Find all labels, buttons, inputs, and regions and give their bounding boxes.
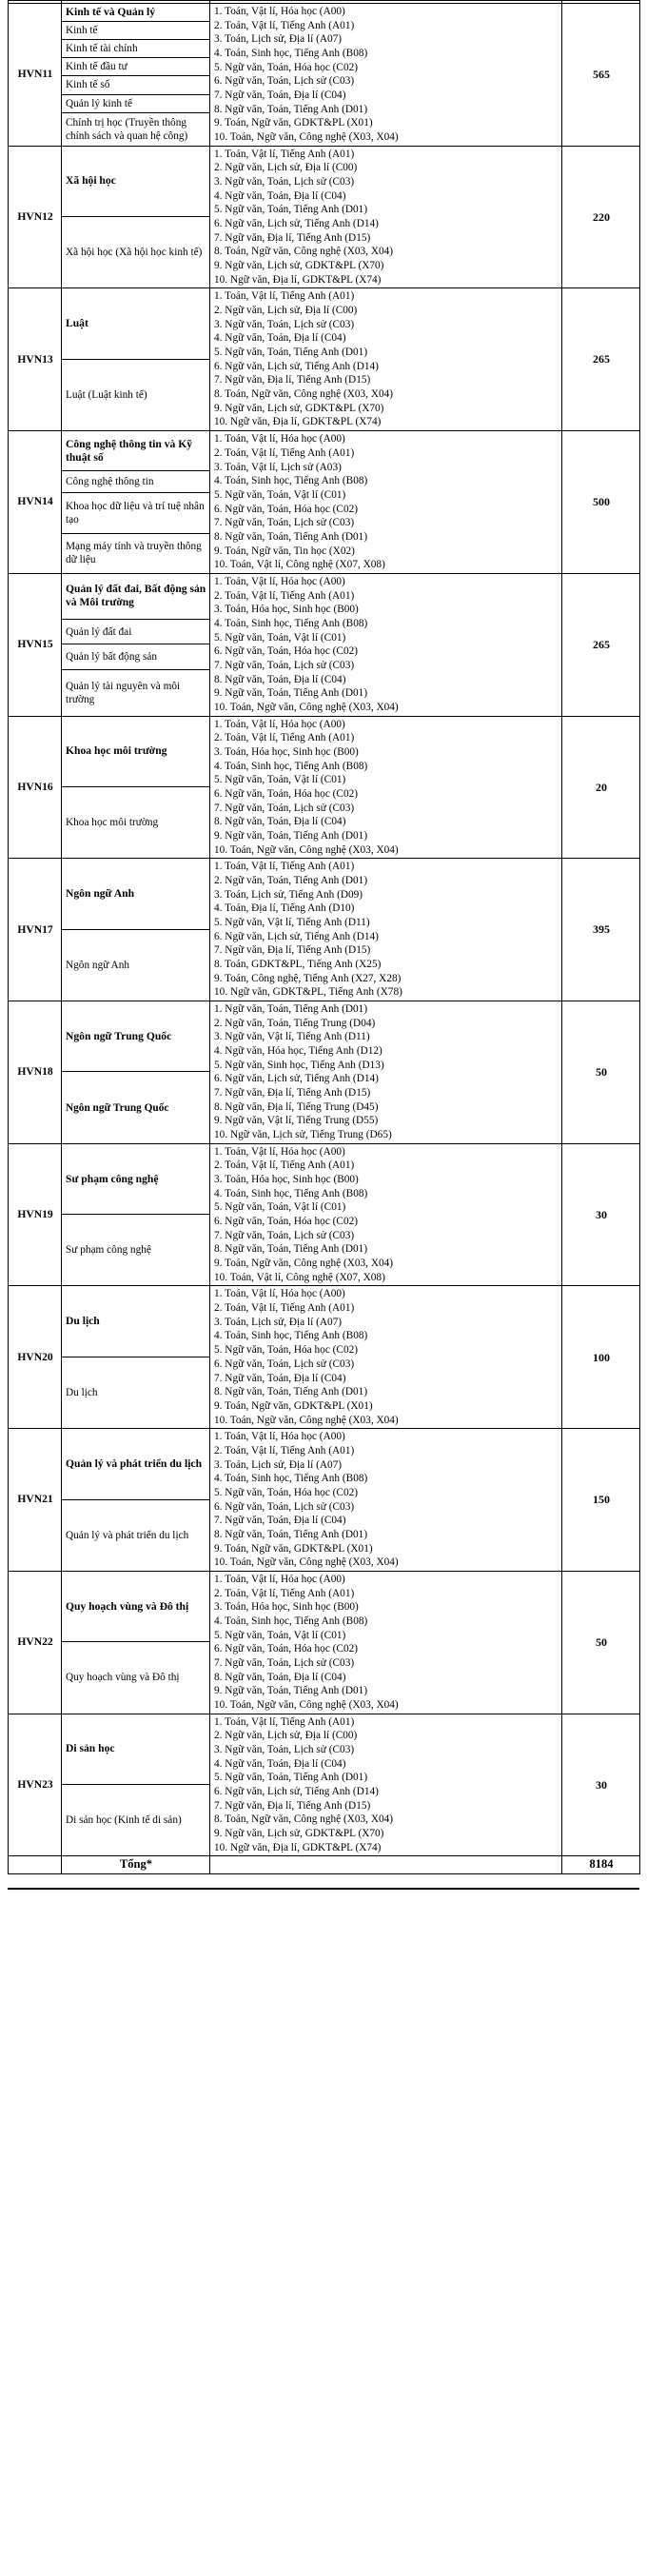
subject-combination-line: 4. Toán, Địa lí, Tiếng Anh (D10) [214, 902, 355, 915]
subject-combinations-cell [210, 859, 562, 1001]
major-name-cell: Luật (Luật kinh tế) [62, 359, 210, 430]
subject-combinations-cell [210, 1714, 562, 1856]
table-row [9, 859, 640, 929]
subject-combination-line: 9. Ngữ văn, Toán, Tiếng Anh (D01) [214, 829, 368, 842]
major-name-cell: Quản lý tài nguyên và môi trường [62, 670, 210, 717]
subject-combination-line: 9. Toán, Ngữ văn, GDKT&PL (X01) [214, 117, 373, 129]
subject-combination-line: 2. Toán, Vật lí, Tiếng Anh (A01) [214, 446, 355, 459]
subject-combination-line: 6. Ngữ văn, Toán, Lịch sử (C03) [214, 1357, 355, 1370]
subject-combination-line: 10. Toán, Ngữ văn, Công nghệ (X03, X04) [214, 701, 399, 713]
subject-combination-line: 5. Ngữ văn, Toán, Vật lí (C01) [214, 774, 346, 786]
subject-combination-line: 9. Toán, Ngữ văn, Tin học (X02) [214, 545, 355, 557]
subject-combination-line: 6. Ngữ văn, Lịch sử, Tiếng Anh (D14) [214, 930, 379, 942]
subject-combination-line: 3. Toán, Hóa học, Sinh học (B00) [214, 745, 359, 758]
subject-combination-line: 4. Ngữ văn, Hóa học, Tiếng Anh (D12) [214, 1045, 382, 1058]
quota-cell: 565 [562, 4, 640, 147]
table-row [9, 573, 640, 619]
program-code-cell: HVN19 [9, 1143, 62, 1286]
major-name-cell: Xã hội học (Xã hội học kinh tế) [62, 217, 210, 288]
program-code-cell: HVN11 [9, 4, 62, 147]
major-name-cell: Quản lý và phát triển du lịch [62, 1499, 210, 1571]
subject-combination-line: 7. Ngữ văn, Địa lí, Tiếng Anh (D15) [214, 1799, 371, 1812]
major-name-cell: Quản lý kinh tế [62, 94, 210, 112]
quota-cell: 30 [562, 1714, 640, 1856]
subject-combination-line: 8. Ngữ văn, Toán, Tiếng Anh (D01) [214, 530, 368, 543]
subject-combination-line: 1. Toán, Vật lí, Hóa học (A00) [214, 433, 345, 446]
subject-combination-line: 5. Ngữ văn, Toán, Vật lí (C01) [214, 488, 346, 501]
program-group-name-cell: Di sản học [62, 1714, 210, 1784]
subject-combination-line: 2. Toán, Vật lí, Tiếng Anh (A01) [214, 1444, 355, 1456]
admissions-table-body [9, 1, 640, 1874]
subject-combination-line: 4. Ngữ văn, Toán, Địa lí (C04) [214, 189, 346, 202]
subject-combination-line: 4. Toán, Sinh học, Tiếng Anh (B08) [214, 1187, 368, 1199]
subject-combination-line: 2. Toán, Vật lí, Tiếng Anh (A01) [214, 1587, 355, 1599]
subject-combination-line: 8. Toán, GDKT&PL, Tiếng Anh (X25) [214, 959, 382, 971]
major-name-cell: Sư phạm công nghệ [62, 1215, 210, 1286]
table-row [9, 1286, 640, 1357]
subject-combination-line: 4. Ngữ văn, Toán, Địa lí (C04) [214, 1757, 346, 1770]
subject-combination-line: 8. Ngữ văn, Địa lí, Tiếng Trung (D45) [214, 1100, 379, 1113]
subject-combination-line: 6. Ngữ văn, Toán, Hóa học (C02) [214, 645, 359, 658]
program-group-name-cell: Xã hội học [62, 146, 210, 216]
subject-combination-line: 9. Toán, Ngữ văn, GDKT&PL (X01) [214, 1542, 373, 1555]
subject-combination-line: 5. Ngữ văn, Toán, Vật lí (C01) [214, 1629, 346, 1641]
subject-combination-line: 1. Toán, Vật lí, Tiếng Anh (A01) [214, 861, 355, 873]
subject-combination-line: 1. Toán, Vật lí, Hóa học (A00) [214, 718, 345, 730]
subject-combinations-cell [210, 288, 562, 431]
subject-combination-line: 1. Toán, Vật lí, Hóa học (A00) [214, 1573, 345, 1585]
subject-combination-line: 4. Toán, Sinh học, Tiếng Anh (B08) [214, 1330, 368, 1342]
program-code-cell: HVN23 [9, 1714, 62, 1856]
subject-combination-line: 8. Ngữ văn, Toán, Tiếng Anh (D01) [214, 1243, 368, 1256]
subject-combination-line: 5. Ngữ văn, Toán, Hóa học (C02) [214, 1344, 359, 1357]
subject-combination-line: 9. Ngữ văn, Lịch sử, GDKT&PL (X70) [214, 402, 384, 414]
subject-combination-line: 8. Ngữ văn, Toán, Tiếng Anh (D01) [214, 1528, 368, 1540]
subject-combinations-cell [210, 1571, 562, 1714]
subject-combination-line: 8. Ngữ văn, Toán, Địa lí (C04) [214, 673, 346, 685]
subject-combination-line: 10. Toán, Ngữ văn, Công nghệ (X03, X04) [214, 1556, 399, 1569]
subject-combination-line: 3. Toán, Hóa học, Sinh học (B00) [214, 1174, 359, 1186]
program-group-name-cell: Quản lý và phát triển du lịch [62, 1429, 210, 1499]
subject-combinations-cell [210, 573, 562, 716]
subject-combination-line: 3. Ngữ văn, Toán, Lịch sử (C03) [214, 1743, 355, 1755]
program-group-name-cell: Ngôn ngữ Trung Quốc [62, 1001, 210, 1072]
subject-combination-line: 10. Toán, Ngữ văn, Công nghệ (X03, X04) [214, 843, 399, 856]
subject-combination-line: 5. Ngữ văn, Toán, Vật lí (C01) [214, 631, 346, 644]
subject-combination-line: 8. Toán, Ngữ văn, Công nghệ (X03, X04) [214, 1813, 394, 1826]
subject-combination-line: 2. Toán, Vật lí, Tiếng Anh (A01) [214, 19, 355, 31]
subject-combination-line: 9. Ngữ văn, Lịch sử, GDKT&PL (X70) [214, 1828, 384, 1839]
subject-combination-line: 3. Ngữ văn, Vật lí, Tiếng Anh (D11) [214, 1031, 370, 1043]
subject-combination-line: 10. Ngữ văn, Địa lí, GDKT&PL (X74) [214, 416, 382, 428]
program-group-name-cell: Quy hoạch vùng và Đô thị [62, 1571, 210, 1641]
program-code-cell: HVN20 [9, 1286, 62, 1429]
subject-combination-line: 7. Ngữ văn, Địa lí, Tiếng Anh (D15) [214, 944, 371, 957]
subject-combination-line: 5. Ngữ văn, Toán, Tiếng Anh (D01) [214, 347, 368, 359]
major-name-cell: Du lịch [62, 1357, 210, 1428]
subject-combination-line: 7. Ngữ văn, Toán, Lịch sử (C03) [214, 802, 355, 814]
subject-combination-line: 3. Toán, Lịch sử, Địa lí (A07) [214, 33, 343, 46]
subject-combination-line: 3. Ngữ văn, Toán, Lịch sử (C03) [214, 318, 355, 330]
total-label-cell: Tổng* [62, 1856, 210, 1873]
subject-combination-line: 5. Ngữ văn, Vật lí, Tiếng Anh (D11) [214, 917, 370, 928]
subject-combination-line: 1. Toán, Vật lí, Hóa học (A00) [214, 6, 345, 17]
admissions-table [8, 0, 640, 1874]
subject-combination-line: 2. Ngữ văn, Lịch sử, Địa lí (C00) [214, 162, 358, 174]
subject-combinations-cell [210, 1001, 562, 1144]
subject-combination-line: 10. Toán, Ngữ văn, Công nghệ (X03, X04) [214, 1414, 399, 1426]
subject-combination-line: 1. Toán, Vật lí, Hóa học (A00) [214, 1431, 345, 1443]
subject-combination-line: 5. Ngữ văn, Sinh học, Tiếng Anh (D13) [214, 1059, 384, 1071]
subject-combination-line: 10. Ngữ văn, Địa lí, GDKT&PL (X74) [214, 1841, 382, 1853]
subject-combination-line: 3. Toán, Lịch sử, Địa lí (A07) [214, 1316, 343, 1328]
major-name-cell: Quy hoạch vùng và Đô thị [62, 1642, 210, 1714]
subject-combinations-cell [210, 716, 562, 859]
subject-combination-line: 3. Toán, Vật lí, Lịch sử (A03) [214, 461, 342, 473]
subject-combination-line: 10. Toán, Vật lí, Công nghệ (X07, X08) [214, 559, 385, 571]
subject-combination-line: 1. Toán, Vật lí, Hóa học (A00) [214, 1288, 345, 1300]
major-name-cell: Quản lý bất động sản [62, 644, 210, 670]
subject-combination-line: 9. Toán, Ngữ văn, GDKT&PL (X01) [214, 1399, 373, 1412]
subject-combination-line: 7. Ngữ văn, Địa lí, Tiếng Anh (D15) [214, 374, 371, 386]
subject-combination-line: 6. Ngữ văn, Lịch sử, Tiếng Anh (D14) [214, 360, 379, 372]
subject-combination-line: 6. Ngữ văn, Lịch sử, Tiếng Anh (D14) [214, 1785, 379, 1797]
subject-combination-line: 10. Toán, Vật lí, Công nghệ (X07, X08) [214, 1271, 385, 1283]
subject-combinations-cell [210, 1143, 562, 1286]
subject-combinations-cell [210, 431, 562, 574]
table-row [9, 1714, 640, 1784]
subject-combination-line: 3. Ngữ văn, Toán, Lịch sử (C03) [214, 176, 355, 188]
program-group-name-cell: Ngôn ngữ Anh [62, 859, 210, 929]
subject-combination-line: 6. Ngữ văn, Toán, Hóa học (C02) [214, 787, 359, 800]
quota-cell: 30 [562, 1143, 640, 1286]
subject-combination-line: 7. Ngữ văn, Toán, Địa lí (C04) [214, 1515, 346, 1527]
subject-combination-line: 9. Ngữ văn, Lịch sử, GDKT&PL (X70) [214, 260, 384, 272]
major-name-cell: Ngôn ngữ Trung Quốc [62, 1072, 210, 1143]
major-name-cell: Chính trị học (Truyền thông chính sách và quan hệ công) [62, 112, 210, 146]
major-name-cell: Quản lý đất đai [62, 619, 210, 644]
subject-combination-line: 7. Ngữ văn, Toán, Lịch sử (C03) [214, 1656, 355, 1669]
subject-combination-line: 6. Ngữ văn, Toán, Lịch sử (C03) [214, 75, 355, 88]
major-name-cell: Kinh tế đầu tư [62, 58, 210, 76]
subject-combination-line: 2. Ngữ văn, Toán, Tiếng Trung (D04) [214, 1017, 376, 1029]
subject-combination-line: 5. Ngữ văn, Toán, Tiếng Anh (D01) [214, 204, 368, 216]
subject-combination-line: 6. Ngữ văn, Toán, Hóa học (C02) [214, 1216, 359, 1228]
quota-cell: 50 [562, 1001, 640, 1144]
subject-combination-line: 5. Ngữ văn, Toán, Vật lí (C01) [214, 1201, 346, 1214]
subject-combination-line: 4. Toán, Sinh học, Tiếng Anh (B08) [214, 1615, 368, 1627]
quota-cell: 500 [562, 431, 640, 574]
table-row [9, 716, 640, 786]
quota-cell: 395 [562, 859, 640, 1001]
total-row [9, 1856, 640, 1873]
program-group-name-cell: Du lịch [62, 1286, 210, 1357]
program-code-cell: HVN22 [9, 1571, 62, 1714]
subject-combination-line: 4. Toán, Sinh học, Tiếng Anh (B08) [214, 475, 368, 487]
table-row [9, 431, 640, 471]
subject-combination-line: 2. Toán, Vật lí, Tiếng Anh (A01) [214, 1302, 355, 1315]
program-group-name-cell: Luật [62, 288, 210, 359]
subject-combination-line: 1. Toán, Vật lí, Hóa học (A00) [214, 1145, 345, 1158]
subject-combinations-cell [210, 1286, 562, 1429]
major-name-cell: Mạng máy tính và truyền thông dữ liệu [62, 533, 210, 573]
major-name-cell: Kinh tế [62, 21, 210, 39]
subject-combinations-cell [210, 1429, 562, 1572]
subject-combination-line: 6. Ngữ văn, Lịch sử, Tiếng Anh (D14) [214, 218, 379, 230]
quota-cell: 265 [562, 573, 640, 716]
subject-combination-line: 8. Ngữ văn, Toán, Địa lí (C04) [214, 816, 346, 828]
program-code-cell: HVN16 [9, 716, 62, 859]
program-group-name-cell: Công nghệ thông tin và Kỹ thuật số [62, 431, 210, 471]
subject-combination-line: 3. Toán, Lịch sử, Địa lí (A07) [214, 1458, 343, 1471]
program-code-cell: HVN15 [9, 573, 62, 716]
subject-combinations-cell [210, 146, 562, 288]
major-name-cell: Khoa học môi trường [62, 787, 210, 859]
subject-combination-line: 9. Toán, Ngữ văn, Công nghệ (X03, X04) [214, 1258, 394, 1270]
quota-cell: 220 [562, 146, 640, 288]
subject-combination-line: 1. Toán, Vật lí, Tiếng Anh (A01) [214, 290, 355, 303]
quota-cell: 100 [562, 1286, 640, 1429]
subject-combination-line: 9. Ngữ văn, Toán, Tiếng Anh (D01) [214, 687, 368, 700]
table-row [9, 1143, 640, 1214]
subject-combination-line: 8. Toán, Ngữ văn, Công nghệ (X03, X04) [214, 388, 394, 401]
subject-combination-line: 1. Toán, Vật lí, Tiếng Anh (A01) [214, 148, 355, 160]
subject-combinations-cell [210, 4, 562, 147]
subject-combination-line: 9. Ngữ văn, Toán, Tiếng Anh (D01) [214, 1685, 368, 1697]
subject-combination-line: 10. Ngữ văn, GDKT&PL, Tiếng Anh (X78) [214, 986, 402, 999]
program-code-cell: HVN12 [9, 146, 62, 288]
subject-combination-line: 2. Toán, Vật lí, Tiếng Anh (A01) [214, 732, 355, 744]
quota-cell: 50 [562, 1571, 640, 1714]
subject-combination-line: 7. Ngữ văn, Toán, Địa lí (C04) [214, 1372, 346, 1384]
subject-combination-line: 6. Ngữ văn, Toán, Hóa học (C02) [214, 503, 359, 515]
quota-cell: 265 [562, 288, 640, 431]
subject-combination-line: 5. Ngữ văn, Toán, Hóa học (C02) [214, 61, 359, 73]
total-row-code-cell [9, 1856, 62, 1873]
subject-combination-line: 8. Ngữ văn, Toán, Địa lí (C04) [214, 1671, 346, 1683]
subject-combination-line: 10. Ngữ văn, Địa lí, GDKT&PL (X74) [214, 273, 382, 286]
subject-combination-line: 1. Ngữ văn, Toán, Tiếng Anh (D01) [214, 1003, 368, 1016]
major-name-cell: Khoa học dữ liệu và trí tuệ nhân tạo [62, 493, 210, 533]
subject-combination-line: 2. Toán, Vật lí, Tiếng Anh (A01) [214, 589, 355, 602]
subject-combination-line: 2. Ngữ văn, Toán, Tiếng Anh (D01) [214, 874, 368, 886]
subject-combination-line: 5. Ngữ văn, Toán, Hóa học (C02) [214, 1486, 359, 1498]
total-row-combinations-cell [210, 1856, 562, 1873]
subject-combination-line: 7. Ngữ văn, Toán, Lịch sử (C03) [214, 517, 355, 529]
subject-combination-line: 4. Ngữ văn, Toán, Địa lí (C04) [214, 332, 346, 345]
major-name-cell: Kinh tế số [62, 76, 210, 94]
subject-combination-line: 9. Toán, Công nghệ, Tiếng Anh (X27, X28) [214, 972, 402, 984]
quota-cell: 20 [562, 716, 640, 859]
program-code-cell: HVN13 [9, 288, 62, 431]
subject-combination-line: 4. Toán, Sinh học, Tiếng Anh (B08) [214, 617, 368, 629]
table-row [9, 288, 640, 359]
subject-combination-line: 7. Ngữ văn, Toán, Lịch sử (C03) [214, 1229, 355, 1241]
subject-combination-line: 7. Ngữ văn, Toán, Địa lí (C04) [214, 89, 346, 102]
subject-combination-line: 1. Toán, Vật lí, Hóa học (A00) [214, 575, 345, 587]
subject-combination-line: 7. Ngữ văn, Toán, Lịch sử (C03) [214, 659, 355, 671]
subject-combination-line: 3. Toán, Hóa học, Sinh học (B00) [214, 604, 359, 616]
subject-combination-line: 8. Toán, Ngữ văn, Công nghệ (X03, X04) [214, 246, 394, 258]
total-value-cell: 8184 [562, 1856, 640, 1873]
table-row [9, 4, 640, 22]
subject-combination-line: 10. Ngữ văn, Lịch sử, Tiếng Trung (D65) [214, 1129, 392, 1141]
program-group-name-cell: Sư phạm công nghệ [62, 1143, 210, 1214]
subject-combination-line: 10. Toán, Ngữ văn, Công nghệ (X03, X04) [214, 131, 399, 144]
subject-combination-line: 8. Ngữ văn, Toán, Tiếng Anh (D01) [214, 1386, 368, 1398]
program-code-cell: HVN14 [9, 431, 62, 574]
subject-combination-line: 6. Ngữ văn, Toán, Lịch sử (C03) [214, 1500, 355, 1513]
table-row [9, 146, 640, 216]
subject-combination-line: 3. Toán, Hóa học, Sinh học (B00) [214, 1601, 359, 1614]
program-group-name-cell: Khoa học môi trường [62, 716, 210, 786]
table-row [9, 1571, 640, 1641]
table-row [9, 1429, 640, 1499]
subject-combination-line: 4. Toán, Sinh học, Tiếng Anh (B08) [214, 1473, 368, 1485]
subject-combination-line: 4. Toán, Sinh học, Tiếng Anh (B08) [214, 48, 368, 60]
program-code-cell: HVN18 [9, 1001, 62, 1144]
subject-combination-line: 9. Ngữ văn, Vật lí, Tiếng Trung (D55) [214, 1115, 379, 1127]
subject-combination-line: 6. Ngữ văn, Lịch sử, Tiếng Anh (D14) [214, 1073, 379, 1085]
subject-combination-line: 2. Ngữ văn, Lịch sử, Địa lí (C00) [214, 1730, 358, 1742]
subject-combination-line: 2. Ngữ văn, Lịch sử, Địa lí (C00) [214, 305, 358, 317]
major-name-cell: Ngôn ngữ Anh [62, 929, 210, 1001]
subject-combination-line: 2. Toán, Vật lí, Tiếng Anh (A01) [214, 1159, 355, 1172]
program-code-cell: HVN21 [9, 1429, 62, 1572]
subject-combination-line: 7. Ngữ văn, Địa lí, Tiếng Anh (D15) [214, 1087, 371, 1100]
program-code-cell: HVN17 [9, 859, 62, 1001]
subject-combination-line: 8. Ngữ văn, Toán, Tiếng Anh (D01) [214, 103, 368, 115]
subject-combination-line: 3. Toán, Lịch sử, Tiếng Anh (D09) [214, 888, 363, 901]
subject-combination-line: 10. Toán, Ngữ văn, Công nghệ (X03, X04) [214, 1698, 399, 1711]
subject-combination-line: 1. Toán, Vật lí, Tiếng Anh (A01) [214, 1715, 355, 1728]
major-name-cell: Kinh tế tài chính [62, 40, 210, 58]
program-group-name-cell: Kinh tế và Quản lý [62, 4, 210, 22]
major-name-cell: Công nghệ thông tin [62, 470, 210, 492]
table-row [9, 1001, 640, 1072]
major-name-cell: Di sản học (Kinh tế di sản) [62, 1785, 210, 1856]
subject-combination-line: 6. Ngữ văn, Toán, Hóa học (C02) [214, 1643, 359, 1655]
subject-combination-line: 4. Toán, Sinh học, Tiếng Anh (B08) [214, 760, 368, 772]
program-group-name-cell: Quản lý đất đai, Bất động sản và Môi trường [62, 573, 210, 619]
quota-cell: 150 [562, 1429, 640, 1572]
subject-combination-line: 7. Ngữ văn, Địa lí, Tiếng Anh (D15) [214, 231, 371, 244]
subject-combination-line: 5. Ngữ văn, Toán, Tiếng Anh (D01) [214, 1772, 368, 1784]
page-bottom-rule [8, 1888, 639, 1890]
